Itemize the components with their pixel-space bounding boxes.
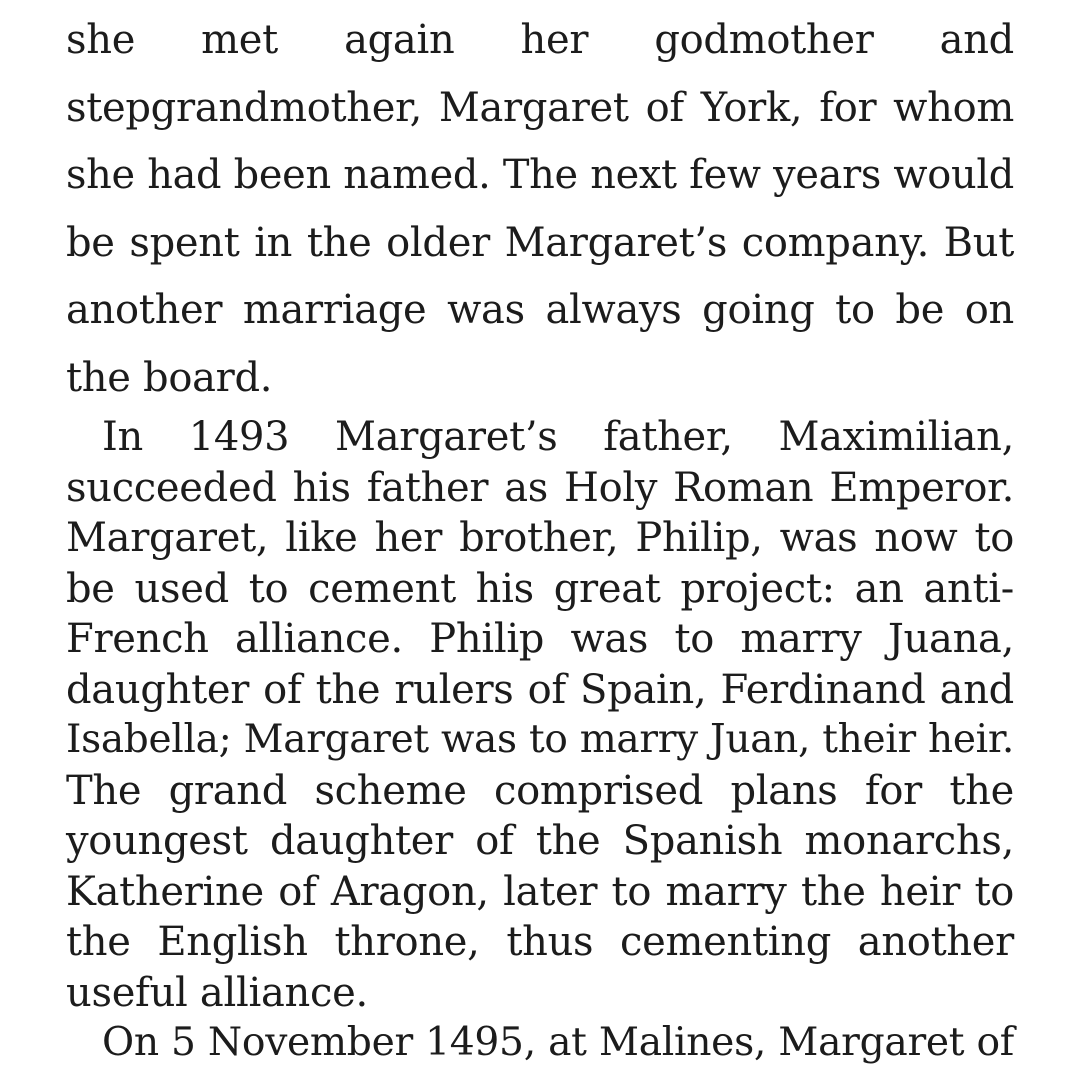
text-line: Margaret, like her brother, Philip, was now to [66, 515, 1014, 561]
paragraph-1 [66, 14, 1014, 419]
paragraph-3 [66, 1020, 1014, 1071]
text-line: youngest daughter of the Spanish monarchs, [66, 818, 1014, 864]
text-line: In 1493 Margaret’s father, Maximilian, [102, 414, 1014, 460]
text-line: daughter of the rulers of Spain, Ferdinand and [66, 666, 1014, 713]
text-line: succeeded his father as Holy Roman Emperor. [66, 464, 1014, 511]
text-line: stepgrandmother, Margaret of York, for whom [66, 84, 1014, 131]
text-line: The grand scheme comprised plans for the [66, 767, 1014, 814]
text-line: she had been named. The next few years would [66, 152, 1014, 198]
text-line: Isabella; Margaret was to marry Juan, their heir. [66, 717, 1014, 762]
text-line: be used to cement his great project: an anti- [66, 565, 1014, 612]
text-line: be spent in the older Margaret’s company. But [66, 219, 1014, 266]
text-line: Katherine of Aragon, later to marry the heir to [66, 868, 1014, 915]
text-line: the English throne, thus cementing another [66, 919, 1014, 965]
text-line: French alliance. Philip was to marry Juana, [66, 616, 1014, 662]
text-line: another marriage was always going to be on [66, 287, 1014, 333]
text-line: useful alliance. [66, 969, 368, 1016]
text-line: she met again her godmother and [66, 17, 1014, 63]
paragraph-2 [66, 414, 1014, 1020]
text-line: the board. [66, 354, 273, 401]
text-line: On 5 November 1495, at Malines, Margaret of [102, 1020, 1014, 1065]
